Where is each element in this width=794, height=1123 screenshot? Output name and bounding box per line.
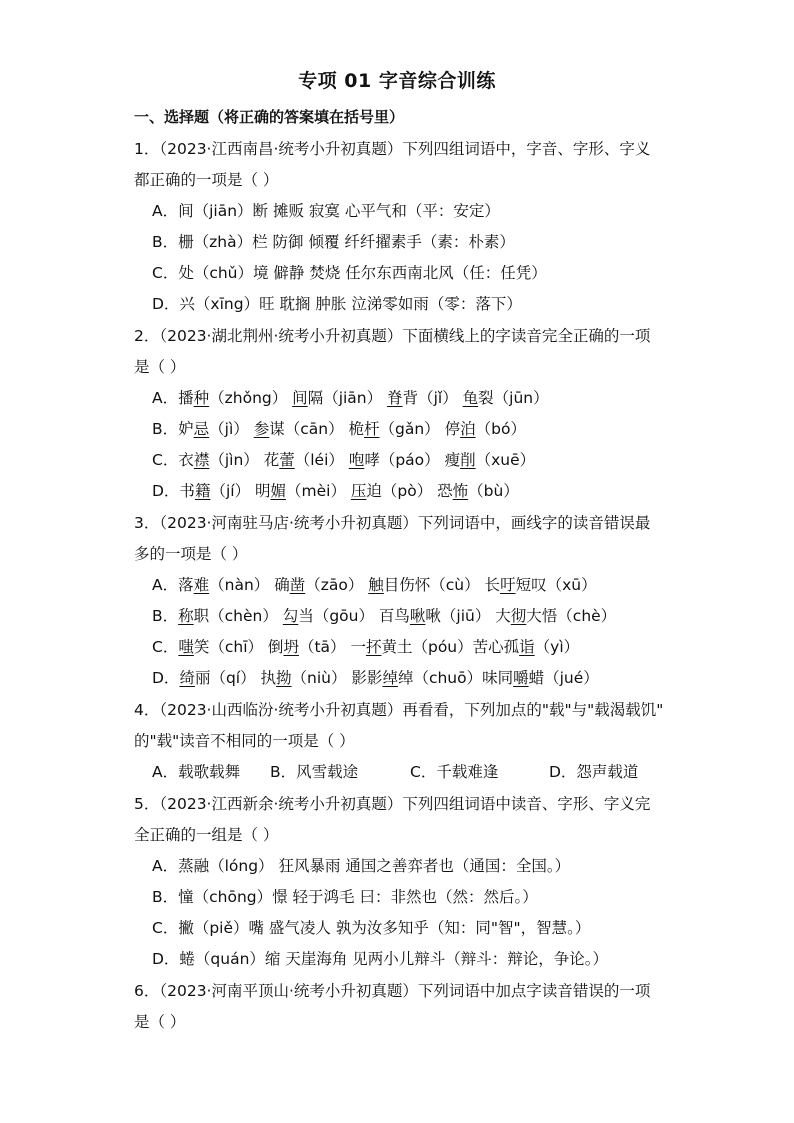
q3-option-b: B．称职（chèn） 勾当（gōu） 百鸟啾啾（jiū） 大彻大悟（chè）: [152, 607, 617, 625]
q2-stem-line2: 是（ ）: [134, 358, 186, 376]
q6-stem-line1: 6．（2023·河南平顶山·统考小升初真题）下列词语中加点字读音错误的一项: [134, 982, 651, 1000]
q1-option-a: A．间（jiān）断 摊贩 寂寞 心平气和（平：安定）: [152, 202, 500, 220]
q3-option-a: A．落难（nàn） 确凿（zāo） 触目伤怀（cù） 长吁短叹（xū）: [152, 576, 597, 594]
page-title: 专项 01 字音综合训练: [298, 70, 496, 92]
q2-option-d: D．书籍（jí） 明媚（mèi） 压迫（pò） 恐怖（bù）: [152, 482, 519, 500]
q3-stem-line1: 3．（2023·河南驻马店·统考小升初真题）下列词语中，画线字的读音错误最: [134, 514, 651, 532]
q4-option-c: C．千载难逢: [410, 763, 499, 781]
q2-stem-line1: 2．（2023·湖北荆州·统考小升初真题）下面横线上的字读音完全正确的一项: [134, 327, 651, 345]
q4-stem-line1: 4．（2023·山西临汾·统考小升初真题）再看看，下列加点的"载"与"载渴载饥": [134, 701, 664, 719]
q3-stem-line2: 多的一项是（ ）: [134, 545, 248, 563]
q1-option-b: B．栅（zhà）栏 防御 倾覆 纤纤擢素手（素：朴素）: [152, 233, 515, 251]
q4-option-d: D．怨声载道: [549, 763, 639, 781]
section-heading: 一、选择题（将正确的答案填在括号里）: [134, 108, 405, 126]
q5-option-a: A．蒸融（lóng） 狂风暴雨 通国之善弈者也（通国：全国。）: [152, 857, 571, 875]
q3-option-c: C．嗤笑（chī） 倒坍（tā） 一抔黄土（póu）苦心孤诣（yì）: [152, 638, 580, 656]
q1-stem-line1: 1．（2023·江西南昌·统考小升初真题）下列四组词语中，字音、字形、字义: [134, 140, 651, 158]
q1-option-c: C．处（chǔ）境 僻静 焚烧 任尔东西南北风（任：任凭）: [152, 264, 547, 282]
q5-option-b: B．憧（chōng）憬 轻于鸿毛 曰：非然也（然：然后。）: [152, 888, 538, 906]
q5-stem-line2: 全正确的一组是（ ）: [134, 826, 279, 844]
q1-option-d: D．兴（xīng）旺 耽搁 肿胀 泣涕零如雨（零：落下）: [152, 295, 522, 313]
q1-stem-line2: 都正确的一项是（ ）: [134, 171, 279, 189]
q6-stem-line2: 是（ ）: [134, 1013, 186, 1031]
q4-stem-line2: 的"载"读音不相同的一项是（ ）: [134, 732, 355, 750]
q5-option-c: C．撇（piě）嘴 盛气凌人 孰为汝多知乎（知：同"智"，智慧。）: [152, 919, 591, 937]
q2-option-a: A．播种（zhǒng） 间隔（jiān） 脊背（jǐ） 龟裂（jūn）: [152, 389, 549, 407]
q2-option-b: B．妒忌（jì） 参谋（cān） 桅杆（gǎn） 停泊（bó）: [152, 420, 526, 438]
q2-option-c: C．衣襟（jìn） 花蕾（léi） 咆哮（páo） 瘦削（xuē）: [152, 451, 536, 469]
q5-option-d: D．蜷（quán）缩 天崖海角 见两小儿辩斗（辩斗：辩论，争论。）: [152, 950, 609, 968]
q3-option-d: D．绮丽（qí） 执拗（niù） 影影绰绰（chuō）味同嚼蜡（jué）: [152, 669, 599, 687]
q5-stem-line1: 5．（2023·江西新余·统考小升初真题）下列四组词语中读音、字形、字义完: [134, 795, 651, 813]
q4-option-b: B．风雪载途: [270, 763, 359, 781]
q4-option-a: A．载歌载舞: [152, 763, 241, 781]
